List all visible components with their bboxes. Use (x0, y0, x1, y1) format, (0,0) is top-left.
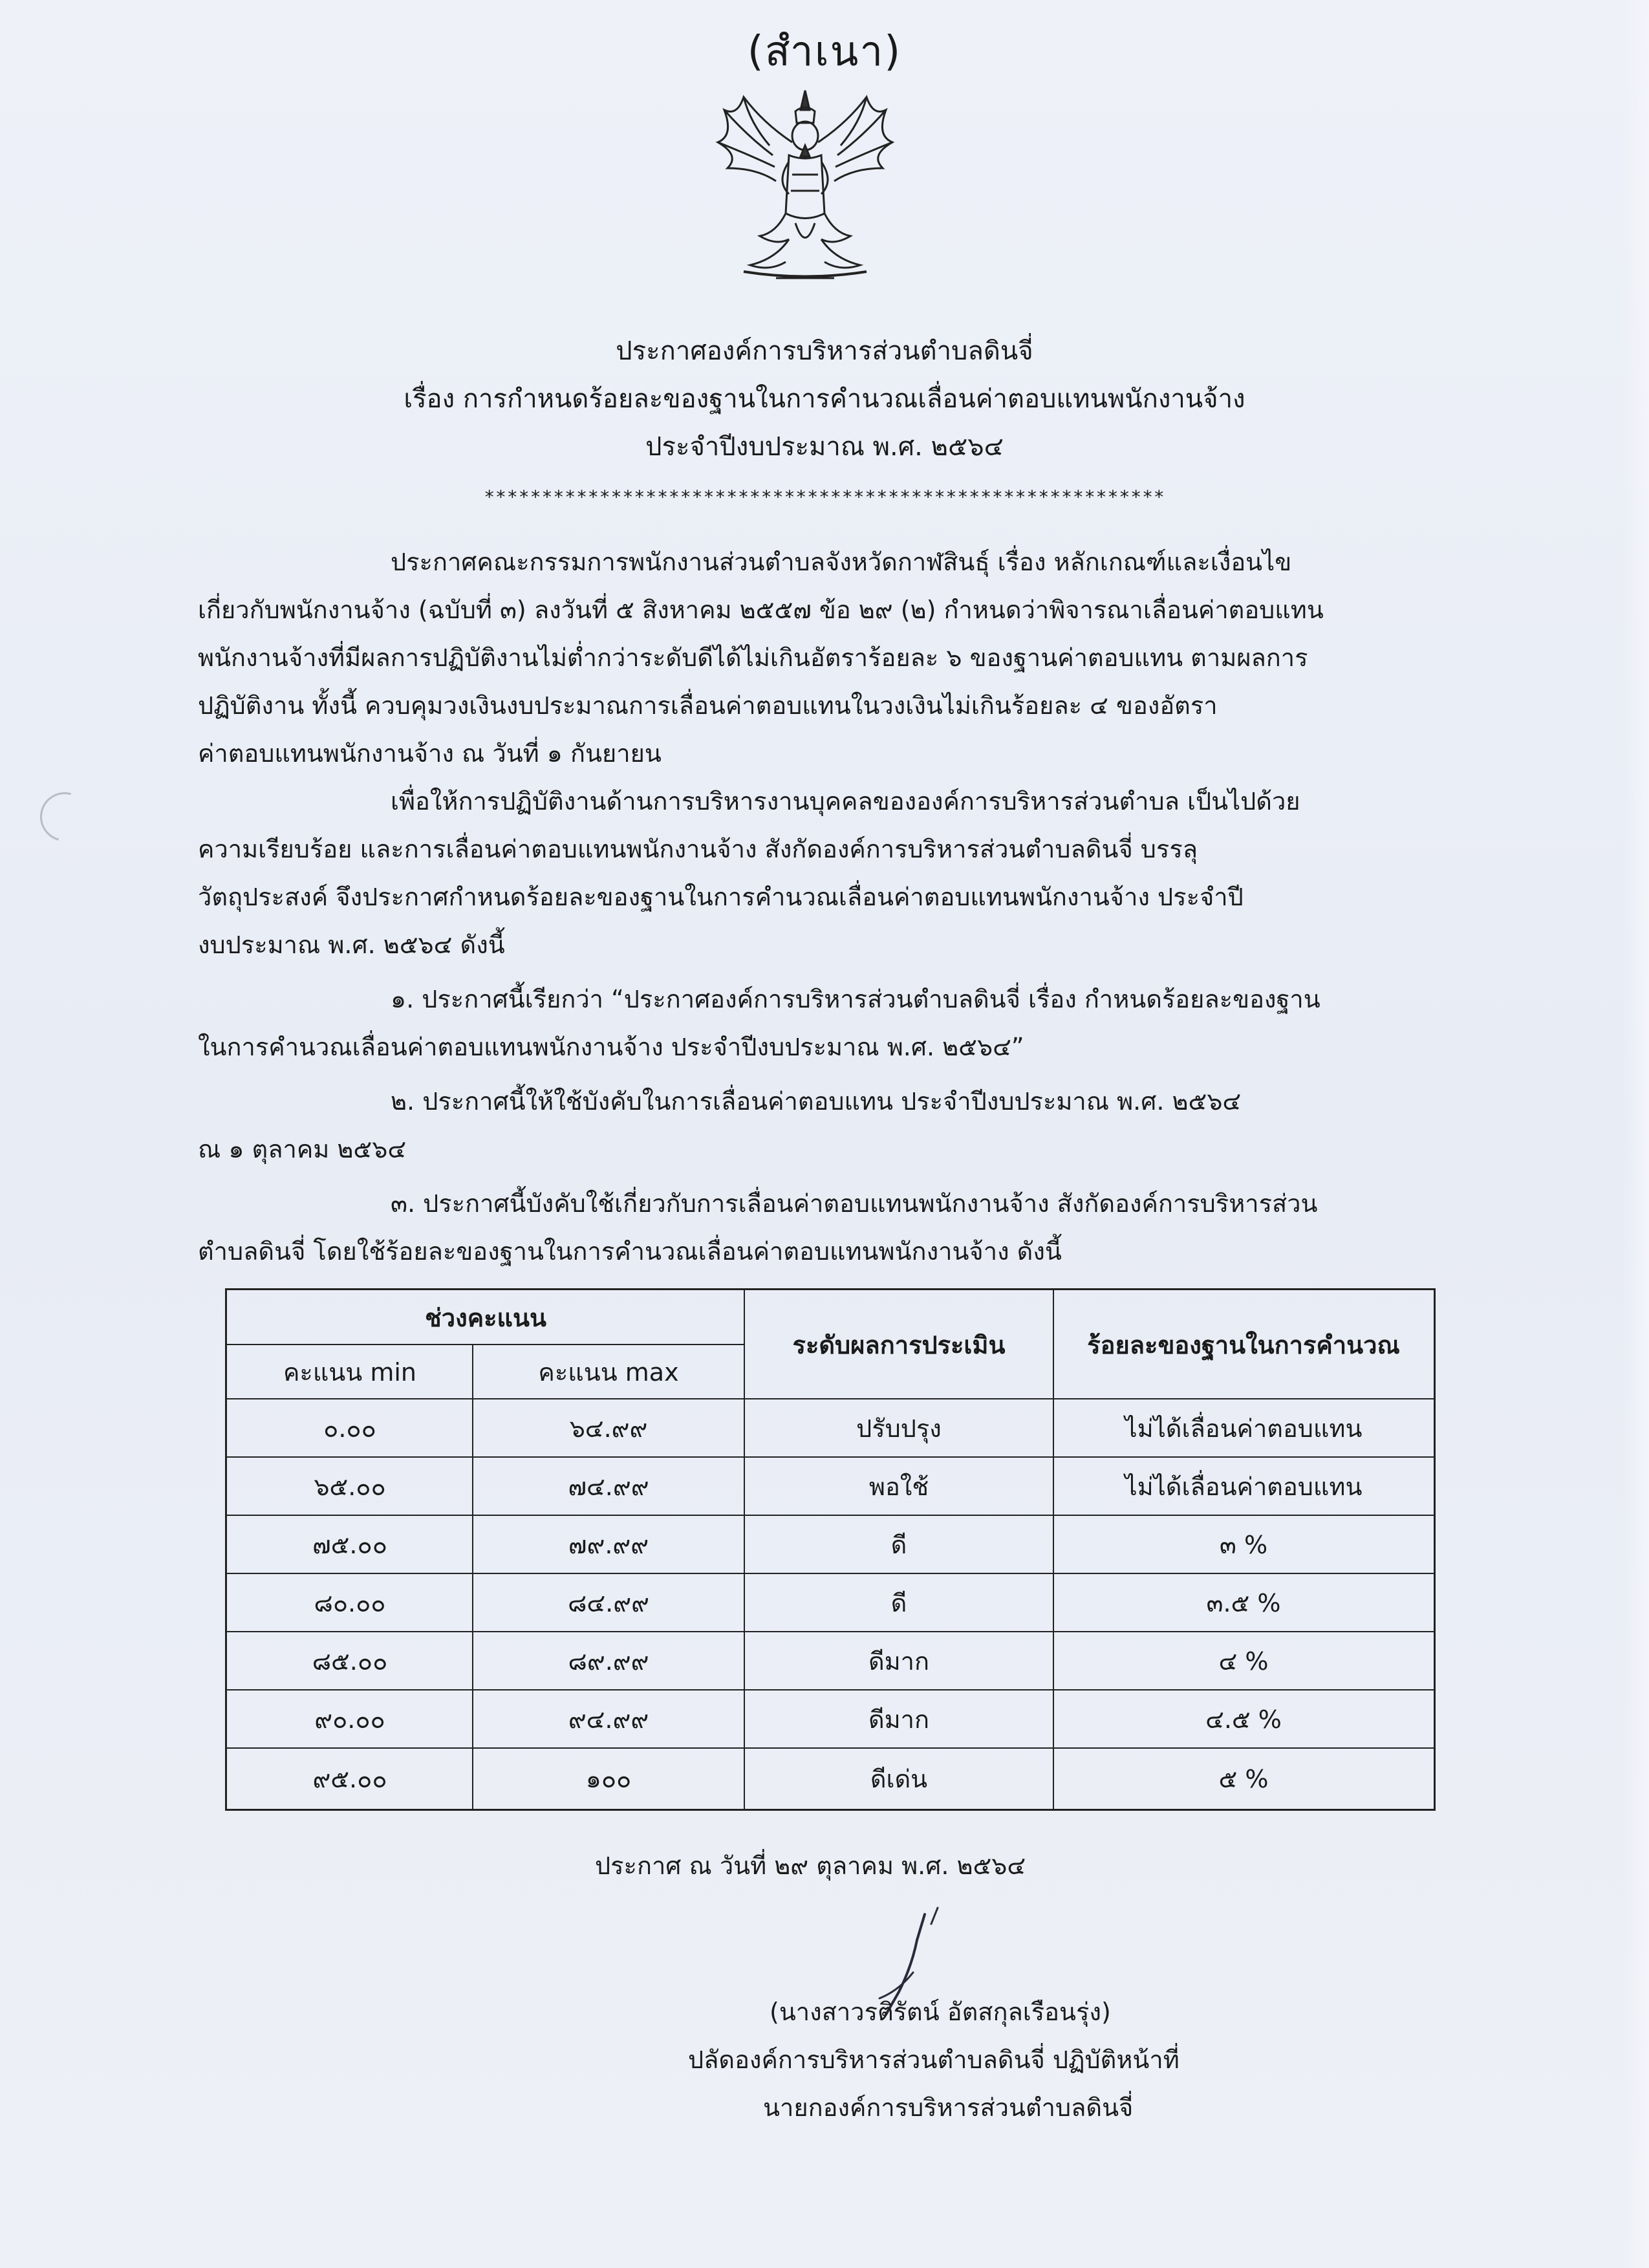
announcement-subject: เรื่อง การกำหนดร้อยละของฐานในการคำนวณเลื่อนค่าตอบแทนพนักงานจ้าง (404, 384, 1245, 414)
table-cell-min: ๐.๐๐ (323, 1414, 376, 1443)
table-cell-max: ๑๐๐ (585, 1764, 632, 1793)
table-header-max: คะแนน max (538, 1357, 679, 1387)
table-cell-max: ๘๔.๙๙ (568, 1588, 649, 1617)
signer-position-acting: นายกองค์การบริหารส่วนตำบลดินจี่ (763, 2093, 1134, 2122)
table-cell-percent: ๕ % (1218, 1764, 1269, 1793)
signer-name: (นางสาวรติรัตน์ อัตสกุลเรือนรุ่ง) (770, 1998, 1111, 2026)
table-cell-max: ๙๔.๙๙ (568, 1705, 649, 1734)
table-cell-percent: ๔.๕ % (1205, 1705, 1282, 1734)
body-line-15: ตำบลดินจี่ โดยใช้ร้อยละของฐานในการคำนวณเลื่อนค่าตอบแทนพนักงานจ้าง ดังนี้ (198, 1237, 1062, 1266)
table-cell-min: ๙๐.๐๐ (314, 1705, 385, 1734)
body-line-4: ปฏิบัติงาน ทั้งนี้ ควบคุมวงเงินงบประมาณการเลื่อนค่าตอบแทนในวงเงินไม่เกินร้อยละ ๔ ของอัตรา (198, 691, 1218, 720)
body-line-14: ๓. ประกาศนี้บังคับใช้เกี่ยวกับการเลื่อนค่าตอบแทนพนักงานจ้าง สังกัดองค์การบริหารส่วน (391, 1189, 1318, 1218)
table-cell-max: ๗๙.๙๙ (568, 1530, 649, 1559)
body-line-12: ๒. ประกาศนี้ให้ใช้บังคับในการเลื่อนค่าตอบแทน ประจำปีงบประมาณ พ.ศ. ๒๕๖๔ (391, 1087, 1242, 1116)
table-cell-percent: ๔ % (1218, 1647, 1269, 1676)
announcement-date: ประกาศ ณ วันที่ ๒๙ ตุลาคม พ.ศ. ๒๕๖๔ (595, 1852, 1026, 1880)
body-line-2: เกี่ยวกับพนักงานจ้าง (ฉบับที่ ๓) ลงวันที่ ๕ สิงหาคม ๒๕๕๗ ข้อ ๒๙ (๒) กำหนดว่าพิจารณาเลื่อนค่าตอบแทน (198, 596, 1324, 624)
body-line-8: วัตถุประสงค์ จึงประกาศกำหนดร้อยละของฐานในการคำนวณเลื่อนค่าตอบแทนพนักงานจ้าง ประจำปี (198, 883, 1244, 911)
table-cell-level: ดี (890, 1530, 907, 1559)
table-header-score-range: ช่วงคะแนน (425, 1303, 546, 1332)
table-cell-max: ๗๔.๙๙ (568, 1472, 649, 1501)
body-line-13: ณ ๑ ตุลาคม ๒๕๖๔ (198, 1135, 407, 1163)
signer-position: ปลัดองค์การบริหารส่วนตำบลดินจี่ ปฏิบัติหน้าที่ (688, 2046, 1180, 2074)
body-line-11: ในการคำนวณเลื่อนค่าตอบแทนพนักงานจ้าง ประจำปีงบประมาณ พ.ศ. ๒๕๖๔” (198, 1033, 1024, 1061)
table-cell-level: พอใช้ (868, 1472, 929, 1501)
table-cell-level: ปรับปรุง (856, 1414, 942, 1443)
body-line-3: พนักงานจ้างที่มีผลการปฏิบัติงานไม่ต่ำกว่าระดับดีได้ไม่เกินอัตราร้อยละ ๖ ของฐานค่าตอบแทน ตามผลการ (198, 643, 1308, 672)
table-cell-percent: ๓.๕ % (1206, 1588, 1281, 1617)
table-cell-level: ดีเด่น (870, 1764, 928, 1793)
table-cell-min: ๘๕.๐๐ (312, 1647, 388, 1676)
table-cell-level: ดี (890, 1588, 907, 1617)
table-cell-max: ๘๙.๙๙ (568, 1647, 649, 1676)
table-header-level: ระดับผลการประเมิน (792, 1330, 1006, 1359)
announcement-title: ประกาศองค์การบริหารส่วนตำบลดินจี่ (616, 336, 1033, 366)
table-cell-percent: ๓ % (1219, 1530, 1268, 1559)
table-cell-percent: ไม่ได้เลื่อนค่าตอบแทน (1125, 1414, 1363, 1443)
body-line-1: ประกาศคณะกรรมการพนักงานส่วนตำบลจังหวัดกาฬสินธุ์ เรื่อง หลักเกณฑ์และเงื่อนไข (391, 548, 1292, 576)
table-cell-level: ดีมาก (868, 1647, 930, 1676)
body-line-5: ค่าตอบแทนพนักงานจ้าง ณ วันที่ ๑ กันยายน (198, 739, 662, 768)
table-cell-max: ๖๔.๙๙ (569, 1414, 648, 1443)
table-grid-line (227, 1344, 744, 1345)
body-line-7: ความเรียบร้อย และการเลื่อนค่าตอบแทนพนักงานจ้าง สังกัดองค์การบริหารส่วนตำบลดินจี่ บรรลุ (198, 835, 1198, 863)
table-cell-min: ๖๕.๐๐ (314, 1472, 386, 1501)
garuda-emblem-icon (698, 84, 912, 291)
copy-mark: (สำเนา) (747, 28, 902, 76)
punch-hole-mark (31, 783, 98, 850)
body-line-10: ๑. ประกาศนี้เรียกว่า “ประกาศองค์การบริหารส่วนตำบลดินจี่ เรื่อง กำหนดร้อยละของฐาน (391, 985, 1320, 1013)
table-cell-percent: ไม่ได้เลื่อนค่าตอบแทน (1125, 1472, 1363, 1501)
body-line-6: เพื่อให้การปฏิบัติงานด้านการบริหารงานบุคคลขององค์การบริหารส่วนตำบล เป็นไปด้วย (391, 787, 1300, 815)
table-cell-min: ๙๕.๐๐ (312, 1764, 387, 1793)
table-cell-min: ๘๐.๐๐ (314, 1588, 386, 1617)
table-cell-level: ดีมาก (868, 1705, 930, 1734)
table-header-percent: ร้อยละของฐานในการคำนวณ (1087, 1330, 1400, 1359)
announcement-fiscal-year: ประจำปีงบประมาณ พ.ศ. ๒๕๖๔ (645, 432, 1004, 462)
body-line-9: งบประมาณ พ.ศ. ๒๕๖๔ ดังนี้ (198, 931, 505, 959)
separator-stars: *********************************************************** (484, 486, 1165, 508)
table-header-min: คะแนน min (283, 1357, 416, 1387)
table-cell-min: ๗๕.๐๐ (312, 1530, 387, 1559)
score-percent-table (225, 1288, 1436, 1811)
